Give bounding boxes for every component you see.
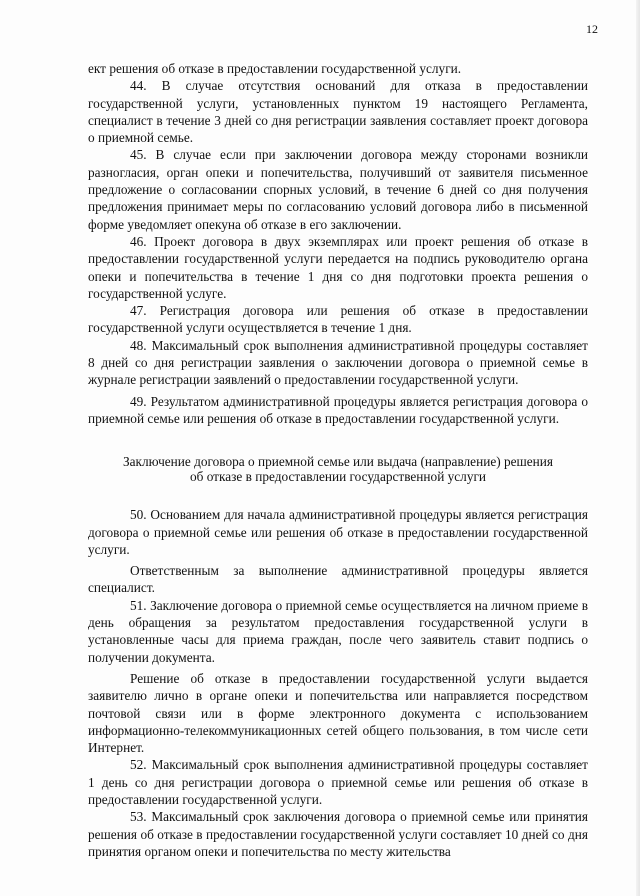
paragraph-45: 45. В случае если при заключении договора между сторонами возникли разногласия, орган опеки и попечительства, получивший от заявителя письменное предложение о согласовании спорных условий, в течение 6 дней со дня получения предложения принимает меры по согласованию условий договора либо в письменной форме уведомляет опекуна об отказе в его заключении. (88, 147, 588, 232)
paragraph-50: 50. Основанием для начала административной процедуры является регистрация договора о приемной семье или решения об отказе в предоставлении государственной услуги. (88, 507, 588, 557)
paragraph-47: 47. Регистрация договора или решения об отказе в предоставлении государственной услуги осуществляется в течение 1 дня. (88, 303, 588, 336)
paragraph-49: 49. Результатом административной процедуры является регистрация договора о приемной семье или решения об отказе в предоставлении государственной услуги. (88, 393, 588, 426)
section-heading-line-1: Заключение договора о приемной семье или выдача (направление) решения (122, 454, 554, 470)
paragraph-46: 46. Проект договора в двух экземплярах или проект решения об отказе в предоставлении государственной услуги передается на подпись руководителю органа опеки и попечительства в течение 1 дня со дня подготовки проекта решения о государственной услуге. (88, 233, 588, 301)
paragraph-52: 52. Максимальный срок выполнения административной процедуры составляет 1 день со дня регистрации договора о приемной семье или решения об отказе в предоставлении государственной услуги. (88, 757, 588, 807)
scan-edge (636, 0, 640, 896)
section-heading-line-2: об отказе в предоставлении государственной услуги (189, 469, 487, 485)
paragraph-50-responsible: Ответственным за выполнение административной процедуры является специалист. (88, 563, 588, 596)
paragraph-44: 44. В случае отсутствия оснований для отказа в предоставлении государственной услуги, установленных пунктом 19 настоящего Регламента, специалист в течение 3 дней со дня регистрации заявления составляет проект договора о приемной семье. (88, 78, 588, 146)
paragraph-51: 51. Заключение договора о приемной семье осуществляется на личном приеме в день обращения за результатом предоставления государственной услуги в установленные часы для приема граждан, после чего заявитель ставит подпись о получении документа. (88, 597, 588, 665)
page-number: 12 (586, 22, 598, 36)
section-heading (88, 454, 588, 484)
paragraph-continuation: ект решения об отказе в предоставлении государственной услуги. (88, 61, 462, 76)
paragraph-48: 48. Максимальный срок выполнения административной процедуры составляет 8 дней со дня регистрации заявления о заключении договора о приемной семье в журнале регистрации заявлений о предоставлении государственной услуги. (88, 337, 588, 388)
document-body (88, 60, 588, 860)
paragraph-51-refusal: Решение об отказе в предоставлении государственной услуги выдается заявителю лично в органе опеки и попечительства или направляется посредством почтовой связи или в форме электронного документа с использованием информационно-телекоммуникационных сетей общего пользования, в том числе сети Интернет. (88, 670, 588, 756)
paragraph-53: 53. Максимальный срок заключения договора о приемной семье или принятия решения об отказе в предоставлении государственной услуги составляет 10 дней со дня принятия органом опеки и попечительства по месту жительства (88, 809, 588, 859)
